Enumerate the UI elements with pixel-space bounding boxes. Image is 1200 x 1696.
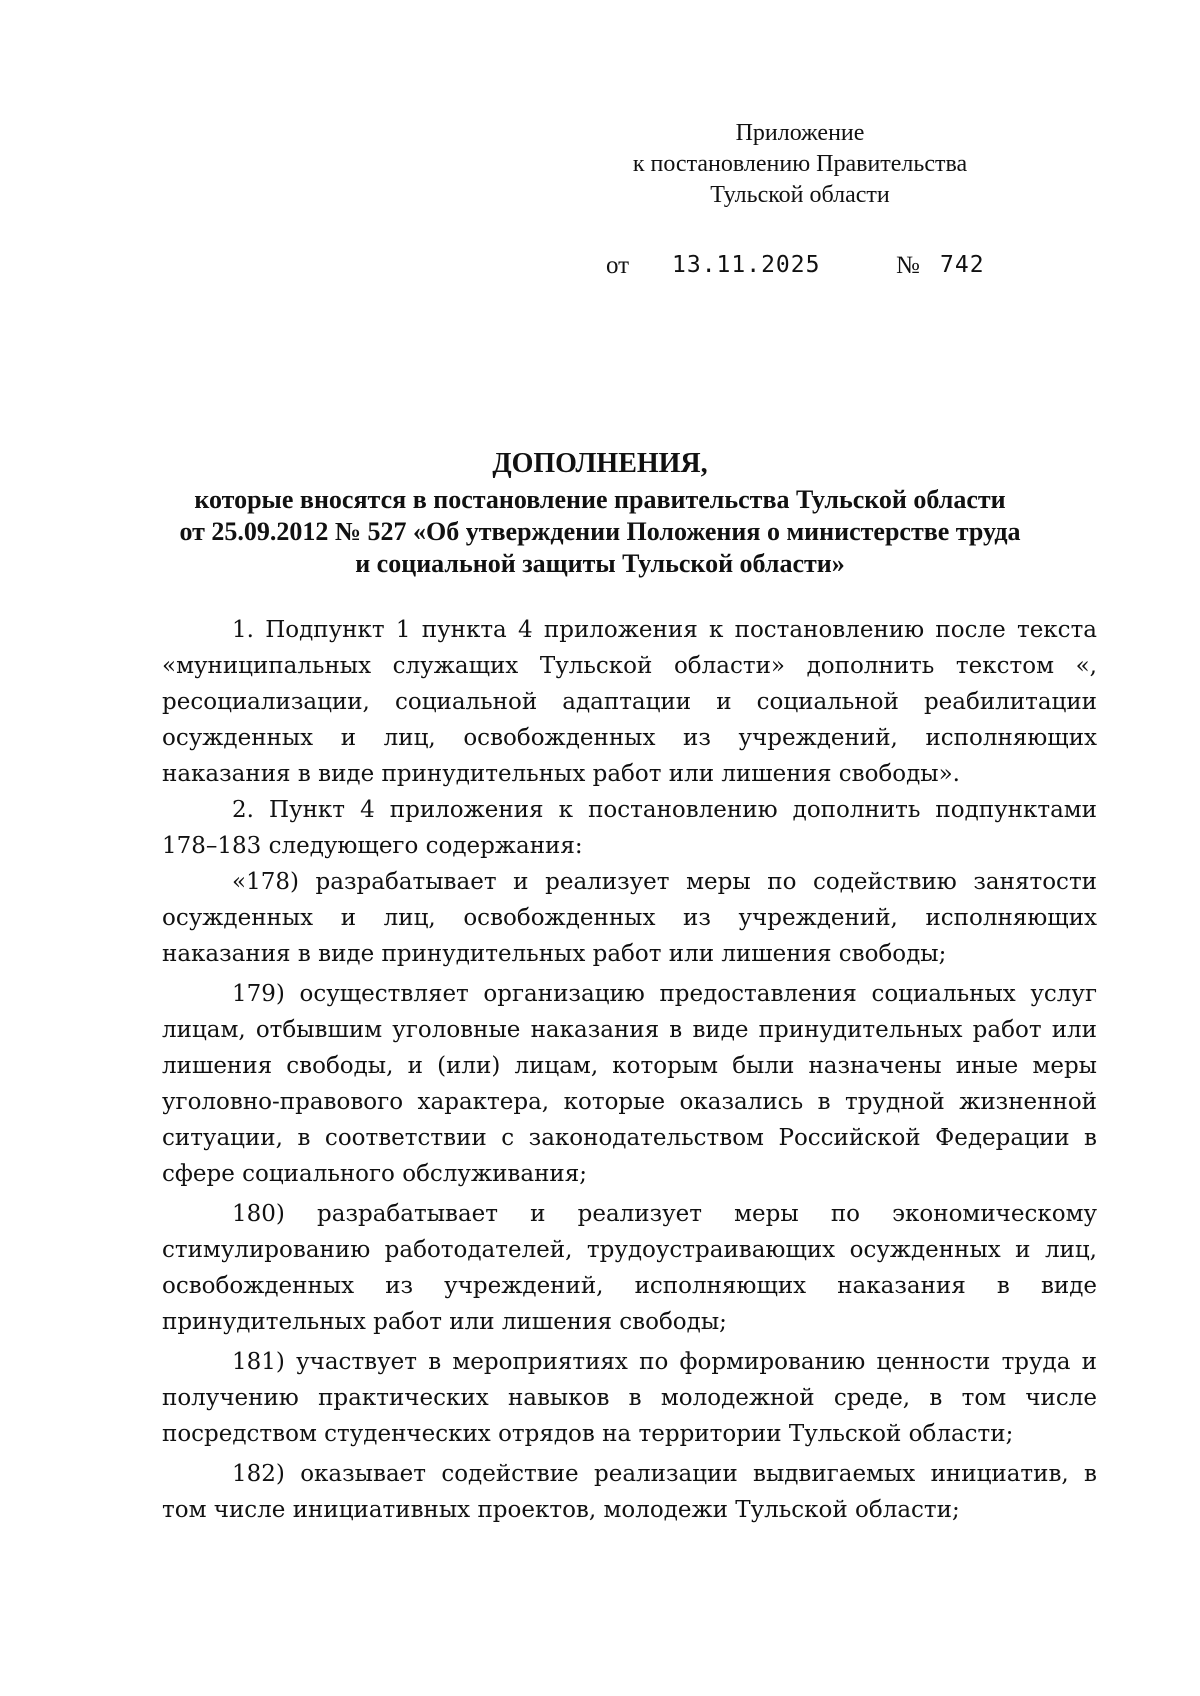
paragraph-179: 179) осуществляет организацию предоставления социальных услуг лицам, отбывшим уголовные наказания в виде принудительных работ или лишения свободы, и (или) лицам, которым были назначены иные меры уголовно-правового характера, которые оказались в трудной жизненной ситуации, в соответствии с законодательством Российской Федерации в сфере социального обслуживания; (162, 981, 1097, 1187)
paragraph-1: 1. Подпункт 1 пункта 4 приложения к постановлению после текста «муниципальных служащих Тульской области» дополнить текстом «, ресоциализации, социальной адаптации и социальной реабилитации осужденных и лиц, освобожденных из учреждений, исполняющих наказания в виде принудительных работ или лишения свободы». (162, 617, 1097, 787)
heading-line-4: и социальной защиты Тульской области» (355, 549, 845, 578)
number-sign: № (896, 252, 920, 279)
paragraph-2: 2. Пункт 4 приложения к постановлению дополнить подпунктами 178–183 следующего содержания: (162, 797, 1097, 859)
paragraph-180: 180) разрабатывает и реализует меры по экономическому стимулированию работодателей, трудоустраивающих осужденных и лиц, освобожденных из учреждений, исполняющих наказания в виде принудительных работ или лишения свободы; (162, 1201, 1097, 1335)
appendix-region: Тульской области (710, 182, 890, 208)
paragraph-181: 181) участвует в мероприятиях по формированию ценности труда и получению практических навыков в молодежной среде, в том числе посредством студенческих отрядов на территории Тульской области; (162, 1349, 1097, 1447)
date-prefix: от (606, 252, 630, 279)
document-heading (120, 448, 1080, 580)
appendix-reference: к постановлению Правительства (632, 151, 968, 177)
document-number: 742 (940, 252, 985, 278)
document-body (162, 612, 1097, 1528)
appendix-title: Приложение (735, 120, 865, 146)
document-date: 13.11.2025 (672, 252, 821, 278)
paragraph-182: 182) оказывает содействие реализации выдвигаемых инициатив, в том числе инициативных проектов, молодежи Тульской области; (162, 1461, 1097, 1523)
heading-line-3: от 25.09.2012 № 527 «Об утверждении Положения о министерстве труда (179, 517, 1021, 546)
heading-line-2: которые вносятся в постановление правительства Тульской области (194, 485, 1006, 514)
paragraph-178: «178) разрабатывает и реализует меры по содействию занятости осужденных и лиц, освобожденных из учреждений, исполняющих наказания в виде принудительных работ или лишения свободы; (162, 869, 1097, 967)
heading-title: ДОПОЛНЕНИЯ, (492, 448, 708, 479)
appendix-block (560, 118, 1040, 211)
